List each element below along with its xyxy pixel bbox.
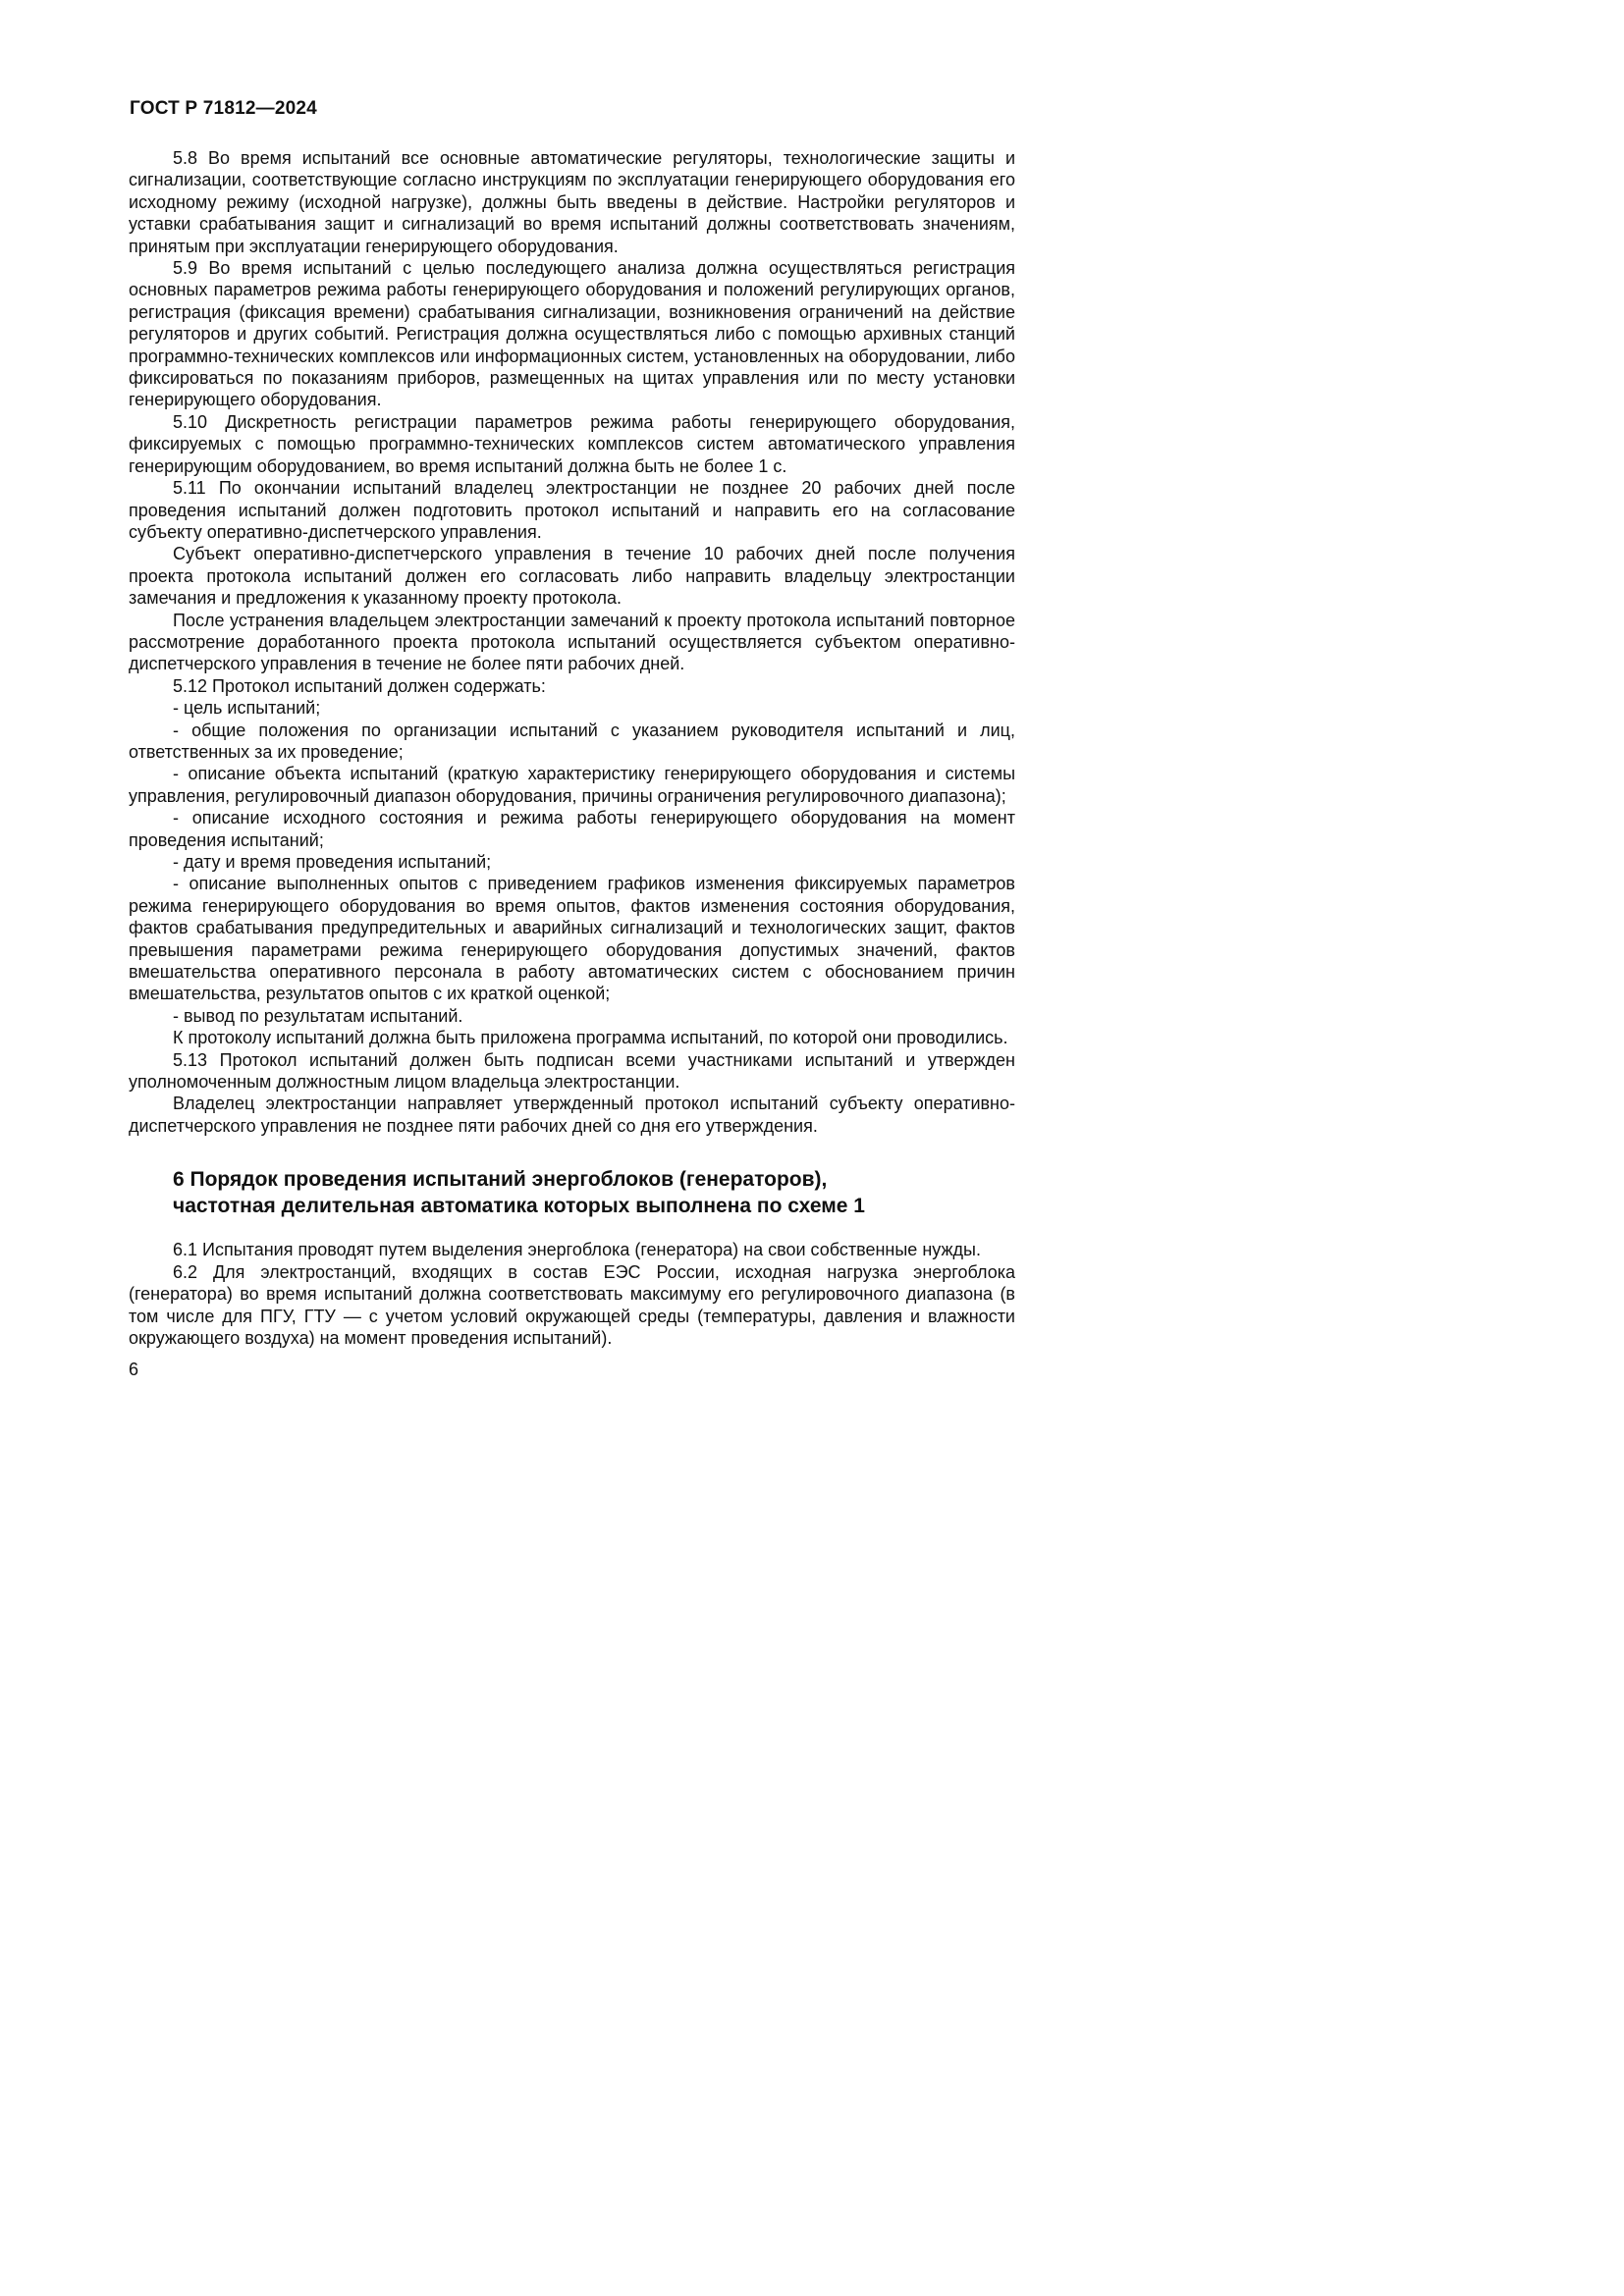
document-body: [129, 147, 1015, 1349]
page-number: 6: [129, 1360, 139, 1380]
section-heading: 6 Порядок проведения испытаний энергоблоков (генераторов), частотная делительная автоматика которых выполнена по схеме 1: [173, 1168, 865, 1218]
list-item: - вывод по результатам испытаний.: [173, 1005, 463, 1026]
paragraph: К протоколу испытаний должна быть приложена программа испытаний, по которой они проводились.: [173, 1028, 1008, 1048]
paragraph: 5.13 Протокол испытаний должен быть подписан всеми участниками испытаний и утвержден уполномоченным должностным лицом владельца электростанции.: [129, 1049, 1015, 1093]
paragraph: После устранения владельцем электростанции замечаний к проекту протокола испытаний повторное рассмотрение доработанного проекта протокола испытаний осуществляется субъектом оперативно-диспетчерского управления в течение не более пяти рабочих дней.: [129, 610, 1015, 674]
list-item: - описание объекта испытаний (краткую характеристику генерирующего оборудования и системы управления, регулировочный диапазон оборудования, причины ограничения регулировочного диапазона);: [129, 764, 1015, 806]
list-item: - дату и время проведения испытаний;: [173, 852, 492, 872]
paragraph: 5.8 Во время испытаний все основные автоматические регуляторы, технологические защиты и сигнализации, соответствующие согласно инструкциям по эксплуатации генерирующего оборудования его исходному режиму (исходной нагрузке), должны быть введены в действие. Настройки регуляторов и уставки срабатывания защит и сигнализаций во время испытаний должны соответствовать значениям, принятым при эксплуатации генерирующего оборудования.: [129, 148, 1015, 256]
paragraph: 5.11 По окончании испытаний владелец электростанции не позднее 20 рабочих дней после проведения испытаний должен подготовить протокол испытаний и направить его на согласование субъекту оперативно-диспетчерского управления.: [129, 478, 1015, 542]
paragraph: Владелец электростанции направляет утвержденный протокол испытаний субъекту оперативно-диспетчерского управления не позднее пяти рабочих дней со дня его утверждения.: [129, 1094, 1015, 1136]
paragraph: 6.2 Для электростанций, входящих в состав ЕЭС России, исходная нагрузка энергоблока (генератора) во время испытаний должна соответствовать максимуму его регулировочного диапазона (в том числе для ПГУ, ГТУ — с учетом условий окружающей среды (температуры, давления и влажности окружающего воздуха) на момент проведения испытаний).: [129, 1261, 1015, 1348]
list-item: - описание выполненных опытов с приведением графиков изменения фиксируемых параметров режима генерирующего оборудования во время опытов, фактов изменения состояния оборудования, фактов срабатывания предупредительных и аварийных сигнализаций и технологических защит, фактов превышения параметрами режима генерирующего оборудования допустимых значений, фактов вмешательства оперативного персонала в работу автоматических систем с обоснованием причин вмешательства, результатов опытов с их краткой оценкой;: [129, 874, 1015, 1004]
paragraph: Субъект оперативно-диспетчерского управления в течение 10 рабочих дней после получения проекта протокола испытаний должен его согласовать либо направить владельцу электростанции замечания и предложения к указанному проекту протокола.: [129, 544, 1015, 609]
list-item: - описание исходного состояния и режима работы генерирующего оборудования на момент проведения испытаний;: [129, 808, 1015, 850]
list-item: - цель испытаний;: [173, 698, 321, 719]
paragraph: 6.1 Испытания проводят путем выделения энергоблока (генератора) на свои собственные нужды.: [173, 1240, 981, 1260]
paragraph: 5.10 Дискретность регистрации параметров режима работы генерирующего оборудования, фиксируемых с помощью программно-технических комплексов систем автоматического управления генерирующим оборудованием, во время испытаний должна быть не более 1 с.: [129, 411, 1015, 476]
doc-code: ГОСТ Р 71812—2024: [130, 98, 317, 119]
paragraph: 5.12 Протокол испытаний должен содержать:: [173, 675, 546, 696]
text-column: [129, 147, 1015, 1380]
paragraph: 5.9 Во время испытаний с целью последующего анализа должна осуществляться регистрация основных параметров режима работы генерирующего оборудования и положений регулирующих органов, регистрация (фиксация времени) срабатывания сигнализации, возникновения ограничений на действие регуляторов и других событий. Регистрация должна осуществляться либо с помощью архивных станций программно-технических комплексов или информационных систем, установленных на оборудовании, либо фиксироваться по показаниям приборов, размещенных на щитах управления или по месту установки генерирующего оборудования.: [129, 258, 1015, 410]
list-item: - общие положения по организации испытаний с указанием руководителя испытаний и лиц, ответственных за их проведение;: [129, 720, 1015, 762]
